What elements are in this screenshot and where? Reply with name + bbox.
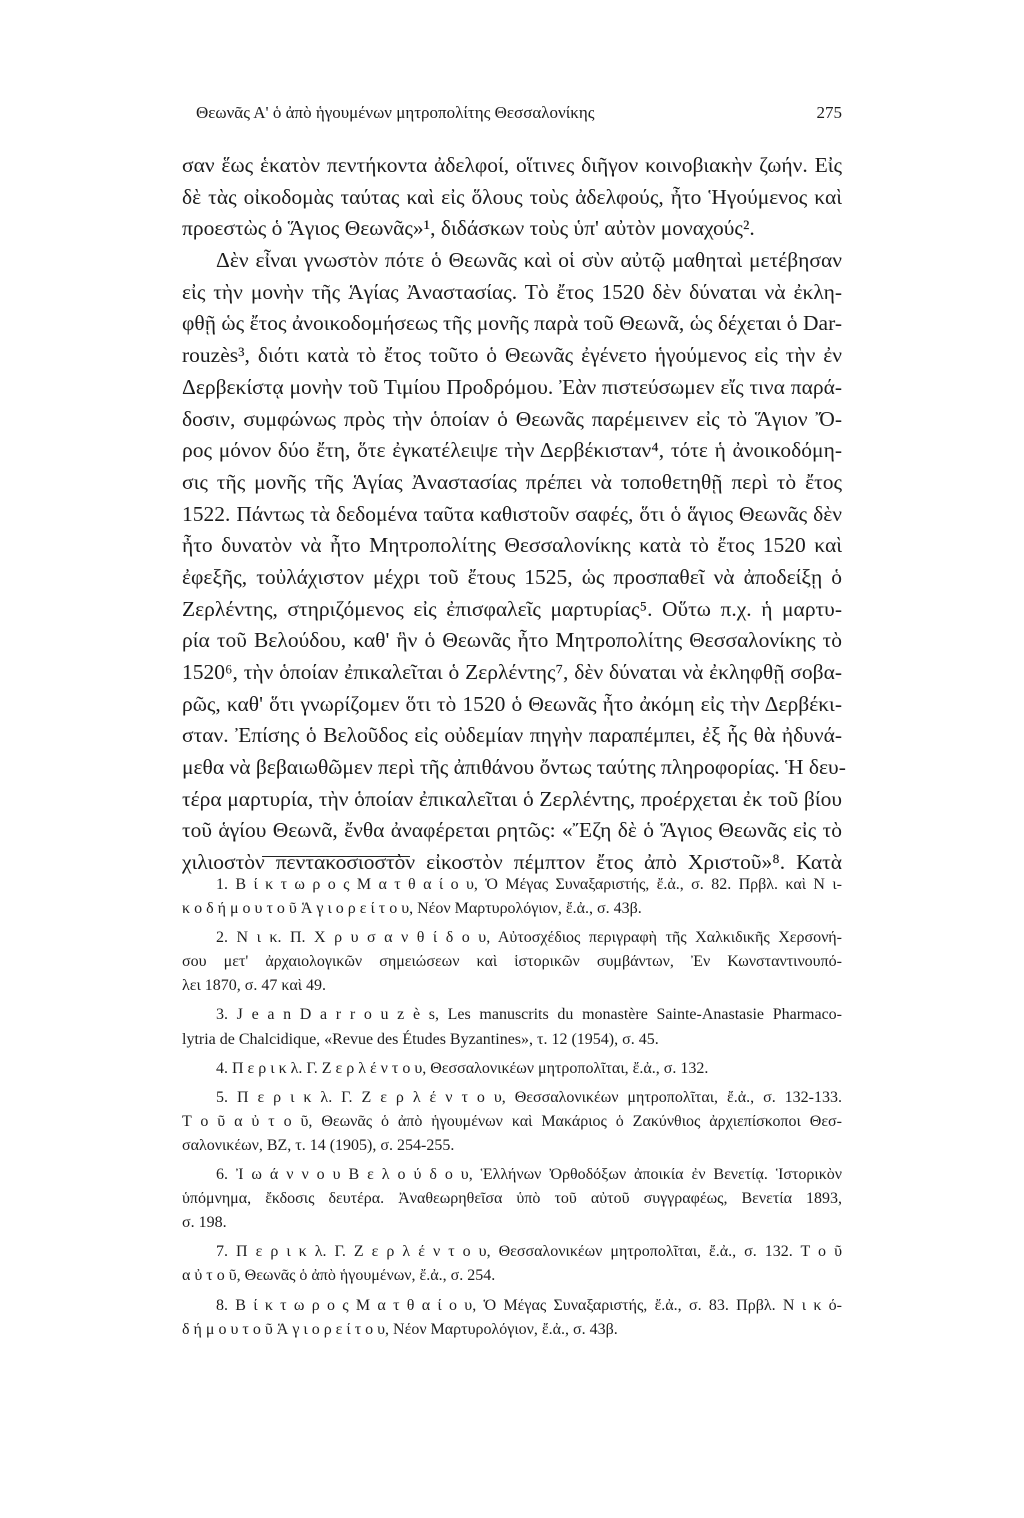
footnote-line: 6. Ἰ ω ά ν ν ο υ Β ε λ ο ύ δ ο υ, Ἑλλήνων Ὀρθοδόξων ἀποικία ἐν Βενετίᾳ. Ἱστορικὸν: [216, 1166, 842, 1184]
text-line: τοῦ ἁγίου Θεωνᾶ, ἔνθα ἀναφέρεται ρητῶς: «Ἔζη δὲ ὁ Ἅγιος Θεωνᾶς εἰς τὸ: [182, 818, 842, 843]
footnote-line: lytria de Chalcidique, «Revue des Études Byzantines», τ. 12 (1954), σ. 45.: [182, 1030, 659, 1048]
footnote-line: 2. Ν ι κ. Π. Χ ρ υ σ α ν θ ί δ ο υ, Αὐτοσχέδιος περιγραφὴ τῆς Χαλκιδικῆς Χερσονή-: [216, 929, 842, 947]
footnote-line: σ. 198.: [182, 1214, 227, 1232]
text-line: σις τῆς μονῆς τῆς Ἁγίας Ἀναστασίας πρέπει νὰ τοποθετηθῇ περὶ τὸ ἔτος: [182, 469, 842, 494]
footnote-line: 5. Π ε ρ ι κ λ. Γ. Ζ ε ρ λ έ ν τ ο υ, Θεσσαλονικέων μητροπολῖται, ἔ.ἀ., σ. 132-133.: [216, 1088, 842, 1106]
text-line: Δὲν εἶναι γνωστὸν πότε ὁ Θεωνᾶς καὶ οἱ σὺν αὐτῷ μαθηταὶ μετέβησαν: [216, 248, 842, 273]
page-number: 275: [816, 103, 842, 122]
text-line: ρος μόνον δύο ἔτη, ὅτε ἐγκατέλειψε τὴν Δερβέκισταν⁴, τότε ἡ ἀνοικοδόμη-: [182, 438, 842, 463]
text-line: 1520⁶, τὴν ὁποίαν ἐπικαλεῖται ὁ Ζερλέντης⁷, δὲν δύναται νὰ ἐκληφθῇ σοβα-: [182, 660, 842, 684]
text-line: εἰς τὴν μονὴν τῆς Ἁγίας Ἀναστασίας. Τὸ ἔτος 1520 δὲν δύναται νὰ ἐκλη-: [182, 279, 842, 304]
text-line: τέρα μαρτυρία, τὴν ὁποίαν ἐπικαλεῖται ὁ Ζερλέντης, προέρχεται ἐκ τοῦ βίου: [182, 786, 842, 811]
text-line: φθῇ ὡς ἔτος ἀνοικοδομήσεως τῆς μονῆς παρὰ τοῦ Θεωνᾶ, ὡς δέχεται ὁ Dar-: [182, 311, 842, 336]
text-line: Δερβεκίστᾳ μονὴν τοῦ Τιμίου Προδρόμου. Ἐὰν πιστεύσωμεν εἴς τινα παρά-: [182, 374, 842, 399]
text-line: μεθα νὰ βεβαιωθῶμεν περὶ τῆς ἀπιθάνου ὄντως ταύτης πληροφορίας. Ἡ δευ-: [182, 755, 846, 780]
footnote-1: [182, 873, 842, 921]
footnote-7: [182, 1240, 842, 1288]
text-line: προεστὼς ὁ Ἅγιος Θεωνᾶς»¹, διδάσκων τοὺς ὑπ' αὐτὸν μοναχούς².: [182, 216, 755, 241]
text-line: χιλιοστὸν πεντακοσιοστὸν εἰκοστὸν πέμπτον ἔτος ἀπὸ Χριστοῦ»⁸. Κατὰ: [182, 850, 842, 875]
footnote-separator: [262, 856, 410, 857]
footnote-line: 3. J e a n D a r r o u z è s, Les manuscrits du monastère Sainte-Anastasie Pharmaco-: [216, 1006, 842, 1024]
running-title: Θεωνᾶς Α' ὁ ἀπὸ ἡγουμένων μητροπολίτης Θεσσαλονίκης: [196, 103, 595, 122]
text-line: rouzès³, διότι κατὰ τὸ ἔτος τοῦτο ὁ Θεωνᾶς ἐγένετο ἡγούμενος εἰς τὴν ἐν: [182, 343, 842, 368]
footnote-line: α ὐ τ ο ῦ, Θεωνᾶς ὁ ἀπὸ ἡγουμένων, ἔ.ἀ., σ. 254.: [182, 1267, 496, 1285]
text-line: Ζερλέντης, στηριζόμενος εἰς ἐπισφαλεῖς μαρτυρίας⁵. Οὕτω π.χ. ἡ μαρτυ-: [182, 596, 842, 621]
text-line: σαν ἕως ἑκατὸν πεντήκοντα ἀδελφοί, οἵτινες διῆγον κοινοβιακὴν ζωήν. Εἰς: [182, 153, 842, 177]
footnote-line: ὑπόμνημα, ἔκδοσις δευτέρα. Ἀναθεωρηθεῖσα ὑπὸ τοῦ αὐτοῦ συγγραφέως, Βενετία 1893,: [182, 1190, 842, 1208]
footnote-6: [182, 1163, 842, 1235]
footnote-line: 1. Β ί κ τ ω ρ ο ς Μ α τ θ α ί ο υ, Ὁ Μέγας Συναξαριστής, ἔ.ἀ., σ. 82. Πρβλ. καὶ Ν ι-: [216, 876, 842, 893]
footnote-8: [182, 1294, 842, 1342]
footnote-line: λει 1870, σ. 47 καὶ 49.: [182, 977, 327, 995]
footnote-line: 4. Π ε ρ ι κ λ. Γ. Ζ ε ρ λ έ ν τ ο υ, Θεσσαλονικέων μητροπολῖται, ἔ.ἀ., σ. 132.: [216, 1059, 709, 1077]
text-line: ἦτο δυνατὸν νὰ ἦτο Μητροπολίτης Θεσσαλονίκης κατὰ τὸ ἔτος 1520 καὶ: [182, 533, 842, 558]
text-line: σταν. Ἐπίσης ὁ Βελοῦδος εἰς οὐδεμίαν πηγὴν παραπέμπει, ἐξ ἧς θὰ ἠδυνά-: [182, 723, 842, 748]
page-header: [182, 103, 842, 131]
footnote-line: δ ή μ ο υ τ ο ῦ Ἁ γ ι ο ρ ε ί τ ο υ, Νέον Μαρτυρολόγιον, ἔ.ἀ., σ. 43β.: [182, 1320, 618, 1338]
footnote-line: 7. Π ε ρ ι κ λ. Γ. Ζ ε ρ λ έ ν τ ο υ, Θεσσαλονικέων μητροπολῖται, ἔ.ἀ., σ. 132. Τ ο ῦ: [216, 1243, 842, 1261]
text-line: δοσιν, συμφώνως πρὸς τὴν ὁποίαν ὁ Θεωνᾶς παρέμεινεν εἰς τὸ Ἅγιον Ὄ-: [182, 406, 842, 431]
footnote-line: κ ο δ ή μ ο υ τ ο ῦ Ἁ γ ι ο ρ ε ί τ ο υ, Νέον Μαρτυρολόγιον, ἔ.ἀ., σ. 43β.: [182, 900, 642, 918]
footnote-3: [182, 1003, 842, 1051]
footnote-line: σαλονικέων, ΒΖ, τ. 14 (1905), σ. 254-255.: [182, 1136, 455, 1154]
footnote-4: [182, 1057, 842, 1081]
text-line: 1522. Πάντως τὰ δεδομένα ταῦτα καθιστοῦν σαφές, ὅτι ὁ ἅγιος Θεωνᾶς δὲν: [182, 501, 842, 526]
main-text: [182, 150, 846, 879]
text-line: ἐφεξῆς, τοὐλάχιστον μέχρι τοῦ ἔτους 1525, ὡς προσπαθεῖ νὰ ἀποδείξῃ ὁ: [182, 564, 842, 589]
footnote-2: [182, 926, 842, 998]
footnote-5: [182, 1086, 842, 1158]
footnote-line: Τ ο ῦ α ὐ τ ο ῦ, Θεωνᾶς ὁ ἀπὸ ἡγουμένων καὶ Μακάριος ὁ Ζακύνθιος ἀρχιεπίσκοποι Θεσ-: [182, 1112, 842, 1130]
footnote-line: σου μετ' ἀρχαιολογικῶν σημειώσεων καὶ ἱστορικῶν συμβάντων, Ἐν Κωνσταντινουπό-: [182, 953, 842, 971]
footnote-line: 8. Β ί κ τ ω ρ ο ς Μ α τ θ α ί ο υ, Ὁ Μέγας Συναξαριστής, ἔ.ἀ., σ. 83. Πρβλ. Ν ι κ ό-: [216, 1296, 842, 1314]
text-line: ρῶς, καθ' ὅτι γνωρίζομεν ὅτι τὸ 1520 ὁ Θεωνᾶς ἦτο ἀκόμη εἰς τὴν Δερβέκι-: [182, 691, 842, 716]
text-line: ρία τοῦ Βελούδου, καθ' ἣν ὁ Θεωνᾶς ἦτο Μητροπολίτης Θεσσαλονίκης τὸ: [182, 628, 842, 653]
footnotes: [182, 873, 842, 1342]
text-line: δὲ τὰς οἰκοδομὰς ταύτας καὶ εἰς ὅλους τοὺς ἀδελφούς, ἦτο Ἡγούμενος καὶ: [182, 184, 842, 209]
